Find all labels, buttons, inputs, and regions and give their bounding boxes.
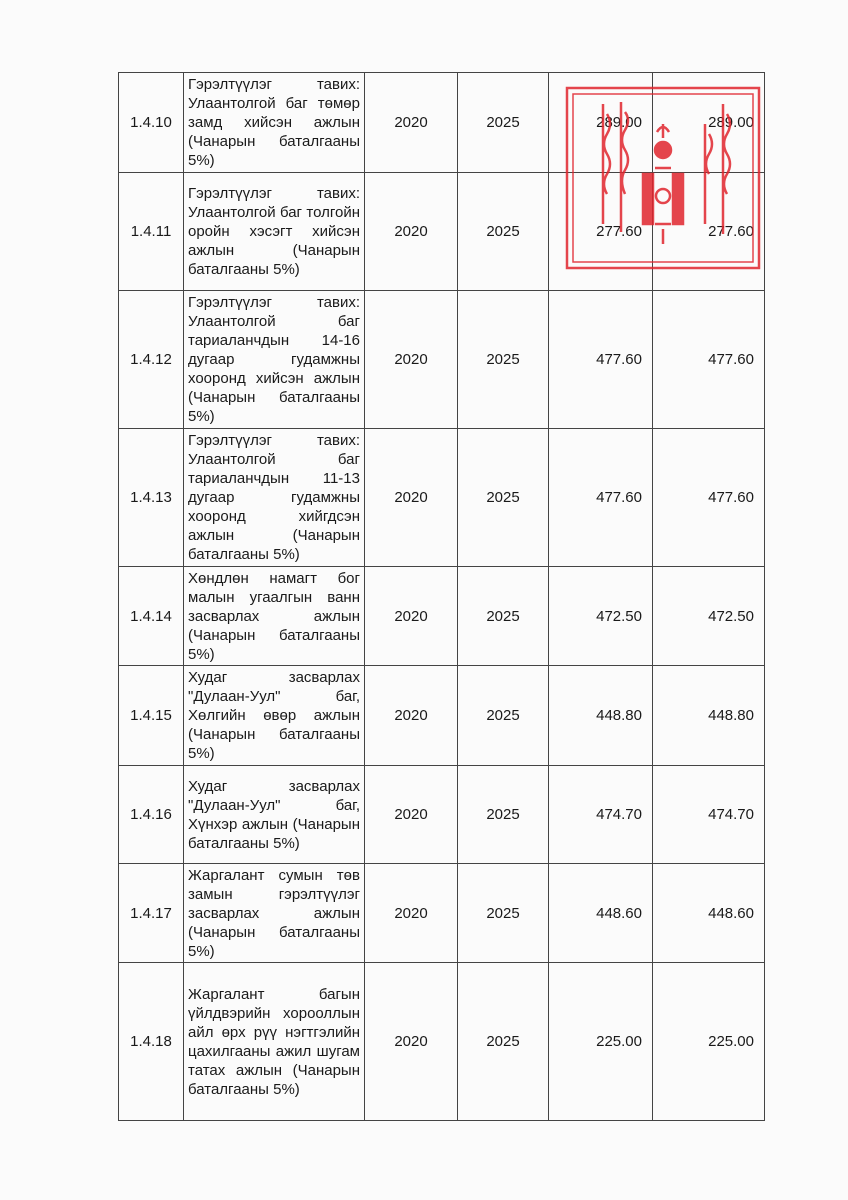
amount-total: 448.80 xyxy=(653,666,765,766)
amount-planned: 225.00 xyxy=(549,963,653,1121)
amount-planned: 448.60 xyxy=(549,864,653,963)
row-description: Гэрэлтүүлэг тавих: Улаантолгой баг тариаланчдын 14-16 дугаар гудамжны хооронд хийсэн ажлын (Чанарын баталгааны 5%) xyxy=(184,291,365,429)
end-year: 2025 xyxy=(458,766,549,864)
row-description: Худаг засварлах "Дулаан-Уул" баг, Хүнхэр ажлын (Чанарын баталгааны 5%) xyxy=(184,766,365,864)
table-row xyxy=(119,429,765,567)
table-row xyxy=(119,666,765,766)
amount-total: 474.70 xyxy=(653,766,765,864)
row-code: 1.4.10 xyxy=(119,73,184,173)
start-year: 2020 xyxy=(365,73,458,173)
amount-total: 472.50 xyxy=(653,567,765,666)
amount-planned: 289.00 xyxy=(549,73,653,173)
row-description: Гэрэлтүүлэг тавих: Улаантолгой баг тариаланчдын 11-13 дугаар гудамжны хооронд хийгдсэн ажлын (Чанарын баталгааны 5%) xyxy=(184,429,365,567)
amount-planned: 448.80 xyxy=(549,666,653,766)
end-year: 2025 xyxy=(458,291,549,429)
row-description: Жаргалант сумын төв замын гэрэлтүүлэг засварлах ажлын (Чанарын баталгааны 5%) xyxy=(184,864,365,963)
end-year: 2025 xyxy=(458,666,549,766)
start-year: 2020 xyxy=(365,666,458,766)
row-code: 1.4.12 xyxy=(119,291,184,429)
end-year: 2025 xyxy=(458,567,549,666)
amount-total: 477.60 xyxy=(653,291,765,429)
start-year: 2020 xyxy=(365,766,458,864)
amount-planned: 477.60 xyxy=(549,291,653,429)
row-description: Хөндлөн намагт бог малын угаалгын ванн засварлах ажлын (Чанарын баталгааны 5%) xyxy=(184,567,365,666)
amount-planned: 277.60 xyxy=(549,173,653,291)
start-year: 2020 xyxy=(365,567,458,666)
table-row xyxy=(119,291,765,429)
table-row xyxy=(119,963,765,1121)
row-code: 1.4.13 xyxy=(119,429,184,567)
amount-total: 277.60 xyxy=(653,173,765,291)
start-year: 2020 xyxy=(365,864,458,963)
start-year: 2020 xyxy=(365,429,458,567)
amount-total: 448.60 xyxy=(653,864,765,963)
row-description: Гэрэлтүүлэг тавих: Улаантолгой баг толгойн оройн хэсэгт хийсэн ажлын (Чанарын баталгааны 5%) xyxy=(184,173,365,291)
table-row xyxy=(119,173,765,291)
amount-planned: 472.50 xyxy=(549,567,653,666)
row-code: 1.4.14 xyxy=(119,567,184,666)
row-code: 1.4.16 xyxy=(119,766,184,864)
end-year: 2025 xyxy=(458,963,549,1121)
row-description: Жаргалант багын үйлдвэрийн хорооллын айл өрх рүү нэгтгэлийн цахилгааны ажил шугам татах ажлын (Чанарын баталгааны 5%) xyxy=(184,963,365,1121)
row-description: Гэрэлтүүлэг тавих: Улаантолгой баг төмөр замд хийсэн ажлын (Чанарын баталгааны 5%) xyxy=(184,73,365,173)
amount-total: 225.00 xyxy=(653,963,765,1121)
amount-total: 289.00 xyxy=(653,73,765,173)
row-code: 1.4.15 xyxy=(119,666,184,766)
table-row xyxy=(119,766,765,864)
start-year: 2020 xyxy=(365,963,458,1121)
row-code: 1.4.11 xyxy=(119,173,184,291)
end-year: 2025 xyxy=(458,864,549,963)
start-year: 2020 xyxy=(365,291,458,429)
amount-total: 477.60 xyxy=(653,429,765,567)
row-code: 1.4.17 xyxy=(119,864,184,963)
budget-table xyxy=(118,72,765,1121)
end-year: 2025 xyxy=(458,173,549,291)
row-description: Худаг засварлах "Дулаан-Уул" баг, Хөлгийн өвөр ажлын (Чанарын баталгааны 5%) xyxy=(184,666,365,766)
start-year: 2020 xyxy=(365,173,458,291)
amount-planned: 477.60 xyxy=(549,429,653,567)
end-year: 2025 xyxy=(458,429,549,567)
end-year: 2025 xyxy=(458,73,549,173)
table-row xyxy=(119,567,765,666)
table-row xyxy=(119,73,765,173)
amount-planned: 474.70 xyxy=(549,766,653,864)
table-row xyxy=(119,864,765,963)
row-code: 1.4.18 xyxy=(119,963,184,1121)
